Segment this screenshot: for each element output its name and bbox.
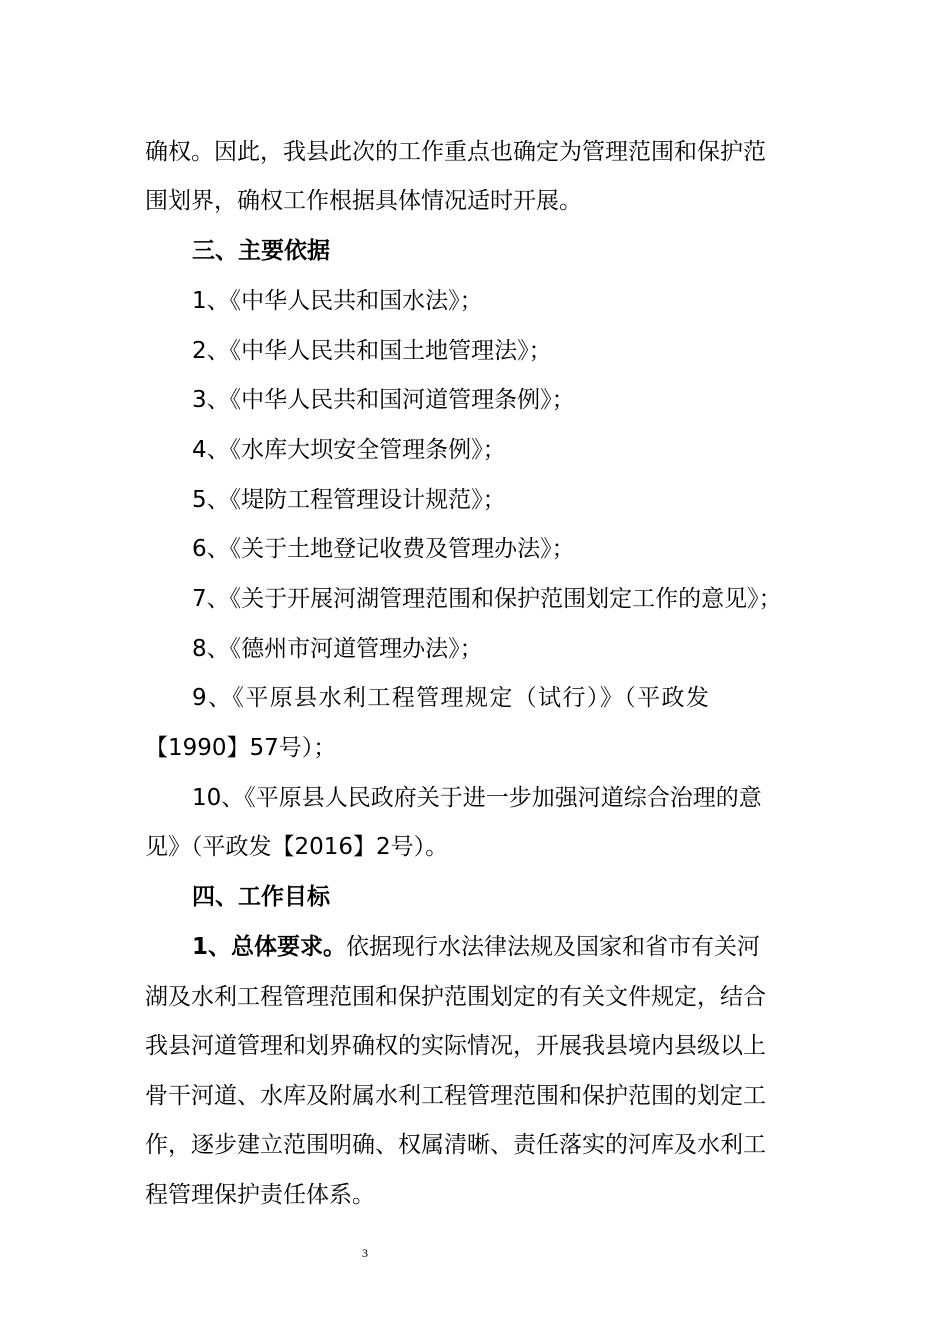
list-item: 4、《水库大坝安全管理条例》； [192,437,506,463]
list-item-continuation: 见》（平政发【2016】2号）。 [145,834,449,860]
paragraph-text: 依据现行水法律法规及国家和省市有关河 [346,934,761,960]
paragraph-line: 我县河道管理和划界确权的实际情况，开展我县境内县级以上 [145,1033,766,1059]
list-item: 8、《德州市河道管理办法》； [192,636,483,662]
list-item: 1、《中华人民共和国水法》； [192,288,483,314]
paragraph-line: 骨干河道、水库及附属水利工程管理范围和保护范围的划定工 [145,1083,766,1109]
list-item: 7、《关于开展河湖管理范围和保护范围划定工作的意见》； [192,586,782,612]
list-item-continuation: 【1990】57号）； [145,735,337,761]
paragraph-line: 程管理保护责任体系。 [145,1182,375,1208]
paragraph-line: 确权。因此，我县此次的工作重点也确定为管理范围和保护范 [145,139,766,165]
list-item: 6、《关于土地登记收费及管理办法》； [192,536,575,562]
list-item: 10、《平原县人民政府关于进一步加强河道综合治理的意 [192,785,762,811]
list-item: 2、《中华人民共和国土地管理法》； [192,338,552,364]
list-item: 9、《平原县水利工程管理规定（试行）》（平政发 [192,685,711,711]
section-heading: 四、工作目标 [192,884,330,910]
page-number: 3 [362,1246,368,1260]
section-heading: 三、主要依据 [192,238,330,264]
list-item: 5、《堤防工程管理设计规范》； [192,487,506,513]
list-item: 3、《中华人民共和国河道管理条例》； [192,387,575,413]
paragraph-line: 湖及水利工程管理范围和保护范围划定的有关文件规定，结合 [145,984,766,1010]
subsection-label: 1、总体要求。 [192,934,347,960]
paragraph-line: 作，逐步建立范围明确、权属清晰、责任落实的河库及水利工 [145,1132,766,1158]
paragraph-line [192,932,760,962]
paragraph-line: 围划界，确权工作根据具体情况适时开展。 [145,188,582,214]
